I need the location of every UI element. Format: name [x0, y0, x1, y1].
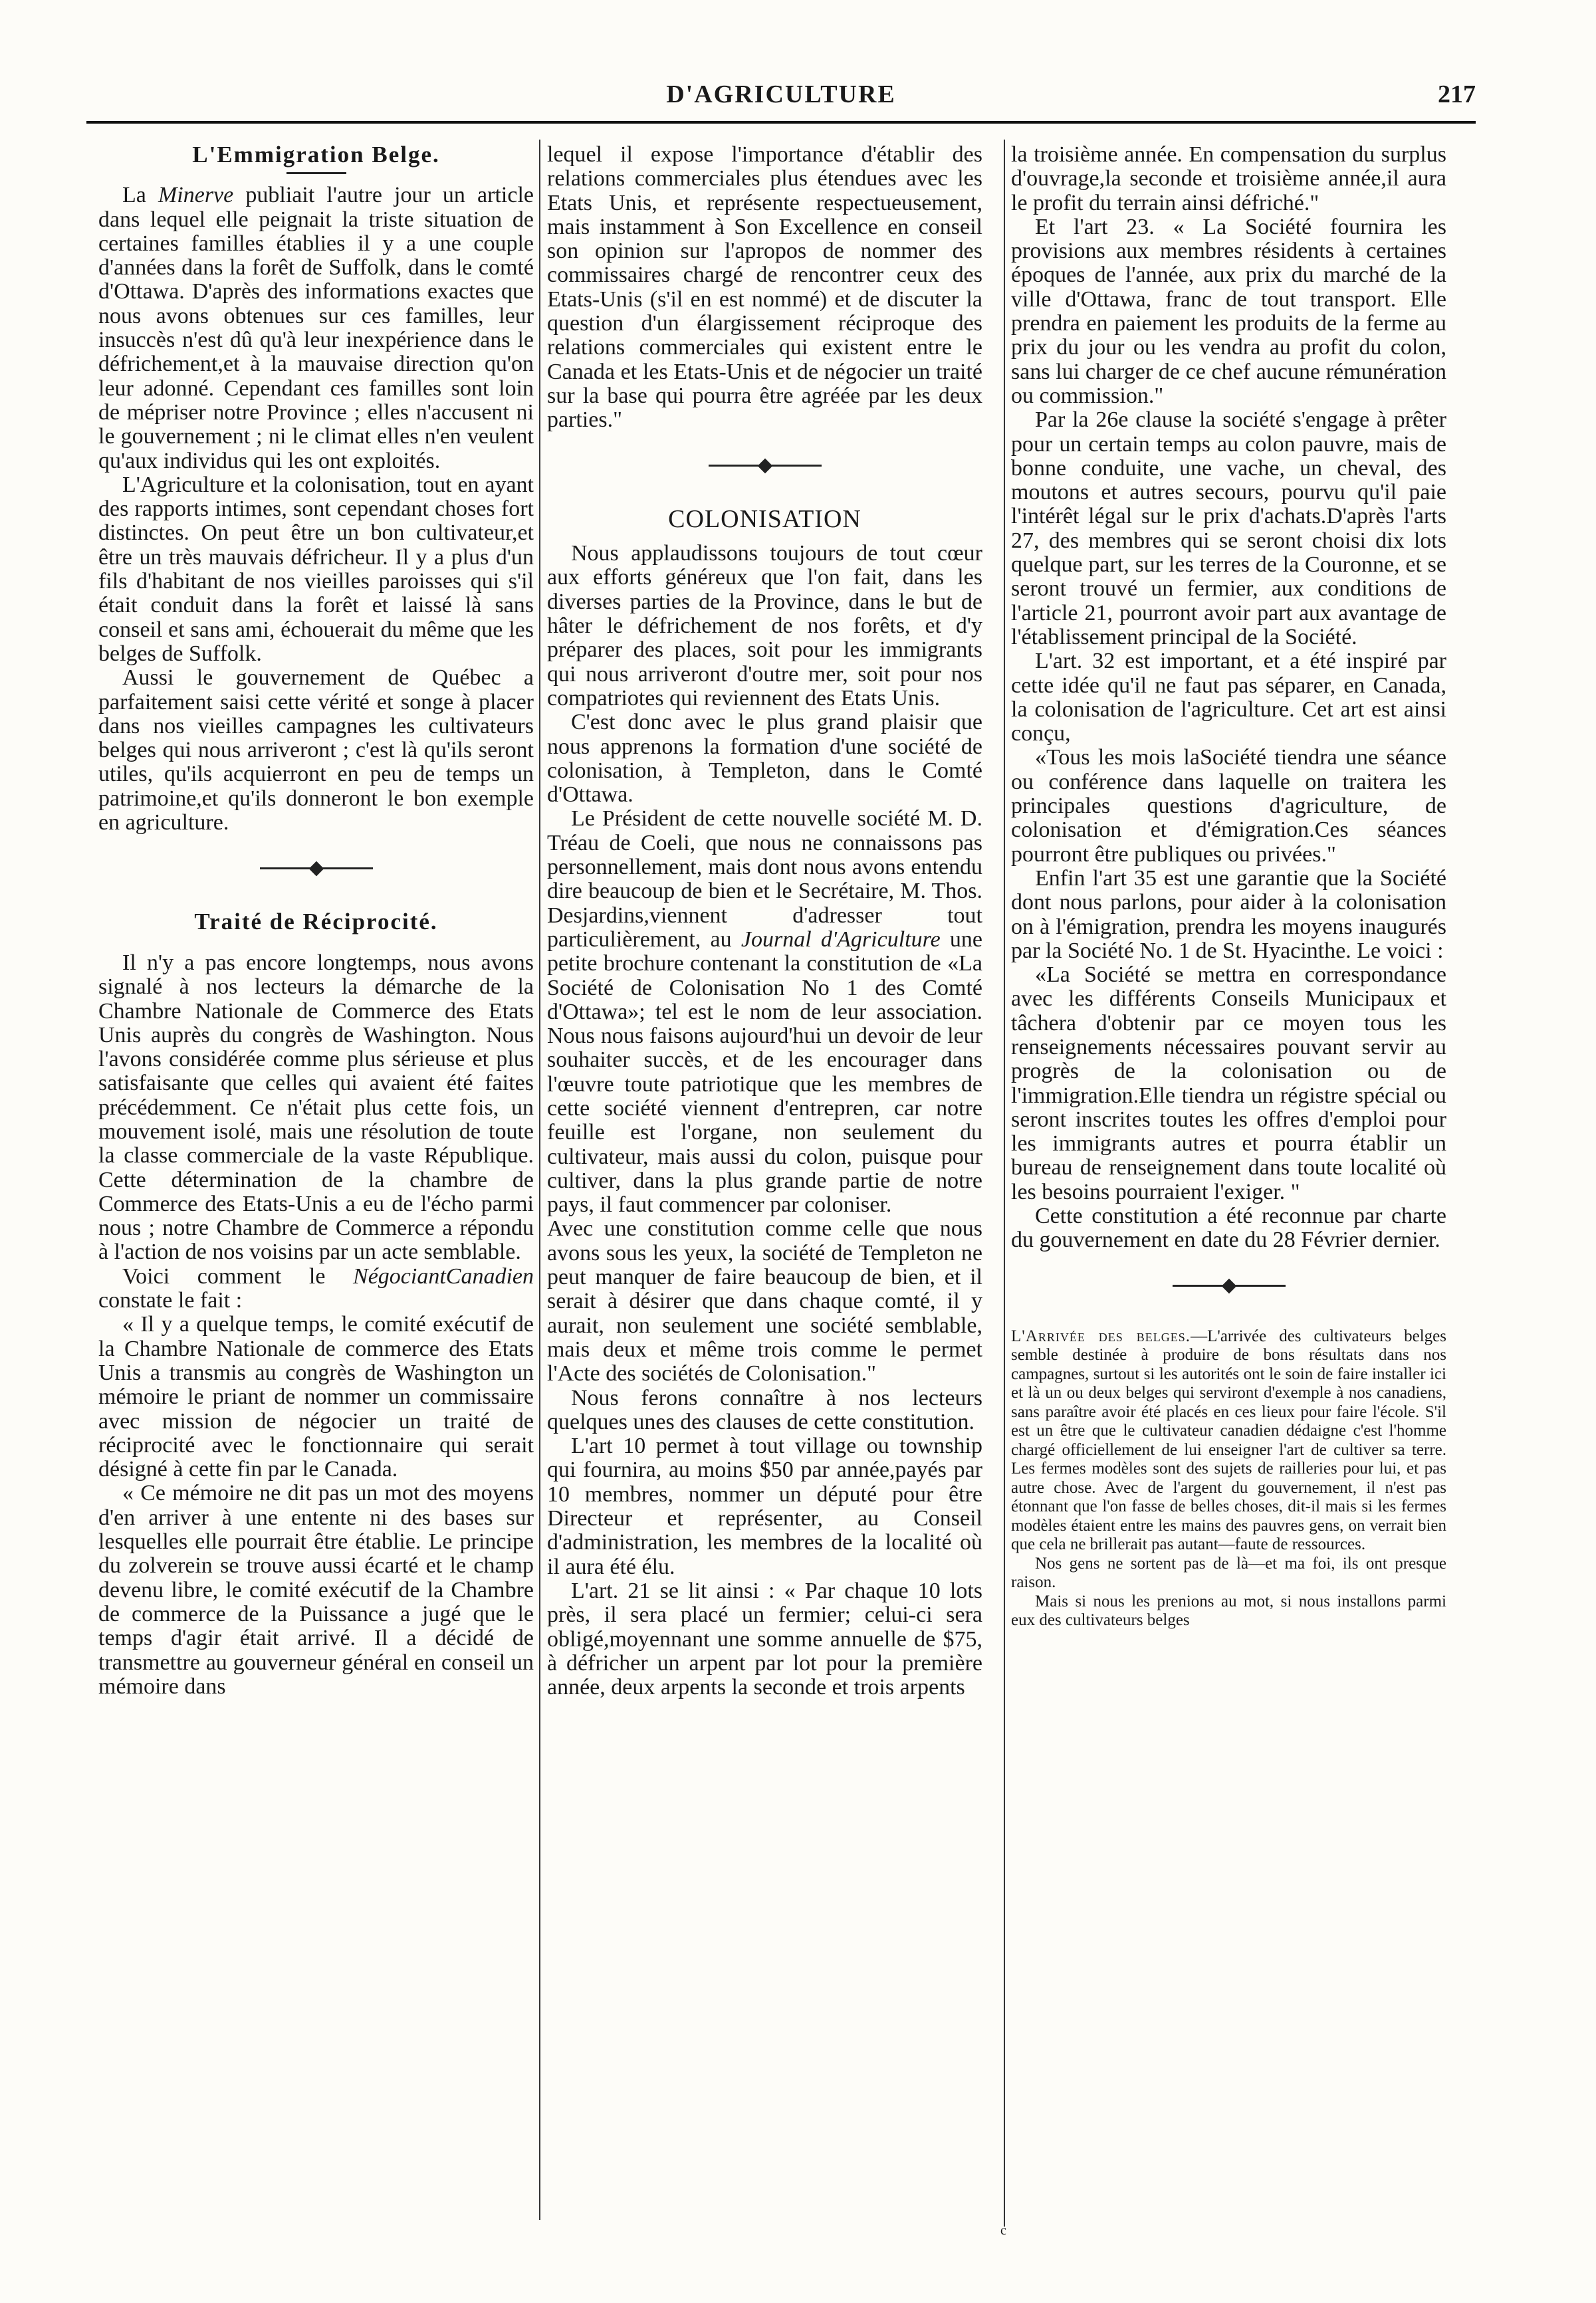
paragraph: L'art. 32 est important, et a été inspiré par cette idée qu'il ne faut pas séparer, en Canada, la colonisation de l'agriculture. Cet art est ainsi conçu, — [1011, 649, 1446, 746]
paragraph: Nous applaudissons toujours de tout cœur aux efforts généreux que l'on fait, dans les diverses parties de la Province, dans le but de hâter le défrichement de nos forêts, et d'y préparer des places, soit pour les immigrants qui nous arriveront d'outre mer, soit pour nos compatriotes qui reviennent des Etats Unis. — [547, 541, 982, 711]
article-title: L'Emmigration Belge. — [192, 142, 440, 167]
running-head: D'AGRICULTURE — [666, 80, 896, 108]
section-ornament — [547, 453, 982, 477]
paragraph: Aussi le gouvernement de Québec a parfaitement saisi cette vérité et songe à placer dans nos vieilles campagnes les cultivateurs belges qui nous arriveront ; c'est là qu'ils seront utiles, qu'ils acquierront en peu de temps un patrimoine,et qu'ils donneront le bon exemple en agriculture. — [98, 665, 534, 835]
article-title: Traité de Réciprocité. — [194, 908, 438, 934]
paragraph: lequel il expose l'importance d'établir des relations commerciales plus étendues avec les Etats Unis, et représente respectueusement, mais instamment à Son Excellence en conseil son opinion sur l'apropos de nommer des commissaires chargé de rencontrer ceux des Etats-Unis (s'il en est nommé) et de discuter la question d'un élargissement réciproque des relations commerciales qui existent entre le Canada et les Etats-Unis et de négocier un traité sur la base qui pourra être agréée par les deux parties." — [547, 142, 982, 433]
note-lead: L'Arrivée des belges. — [1011, 1327, 1191, 1345]
publication-name: NégociantCanadien — [353, 1263, 534, 1289]
paragraph: Mais si nous les prenions au mot, si nous installons parmi eux des cultivateurs belges — [1011, 1592, 1446, 1630]
header-rule — [86, 121, 1476, 124]
column-divider — [1004, 140, 1005, 2227]
paragraph: L'Arrivée des belges.—L'arrivée des cultivateurs belges semble destinée à produire de bons résultats dans nos campagnes, surtout si les autorités ont le soin de faire installer ici et là un ou deux belges qui serviront d'exemple à nos canadiens, sans paraître avoir été placés en ces lieux pour faire l'école. S'il est un être que le cultivateur canadien dédaigne c'est l'homme chargé officiellement de lui enseigner l'art de cultiver sa terre. Les fermes modèles sont des sujets de railleries pour lui, et pas autre chose. Avec de l'argent du gouvernement, il n'est pas étonnant que l'on fasse de belles choses, dit-il mais si les fermes modèles étaient entre les mains des pauvres gens, on verrait bien que cela ne brillerait pas autant—faute de ressources. — [1011, 1327, 1446, 1554]
printer-mark: c — [1000, 2223, 1006, 2238]
news-note — [1011, 1327, 1446, 1630]
paragraph: Et l'art 23. « La Société fournira les provisions aux membres résidents à certaines époques de l'année, aux prix du marché de la ville d'Ottawa, franc de tout transport. Elle prendra en paiement les produits de la ferme au prix du jour ou les vendra au profit du colon, sans lui charger de ce chef aucune rémunération ou commission." — [1011, 214, 1446, 408]
paragraph: «La Société se mettra en correspondance avec les différents Conseils Municipaux et tâchera d'obtenir par ce moyen tous les renseignements nécessaires pouvant servir au progrès de la colonisation ou de l'immigration.Elle tiendra un régistre spécial ou seront inscrites toutes les offres d'emploi pour les immigrants autres et pourra établir un bureau de renseignement dans toute localité où les besoins pourraient l'exiger. " — [1011, 962, 1446, 1204]
section-ornament — [98, 855, 534, 879]
publication-name: Minerve — [158, 183, 234, 208]
column-1 — [98, 143, 534, 1699]
paragraph: Par la 26e clause la société s'engage à prêter pour un certain temps au colon pauvre, mais de bonne conduite, une vache, un cheval, des moutons et autres secours, pourvu qu'il paie l'intérêt légal sur le prix d'achats.D'après l'arts 27, des membres qui se seront choisi dix lots quelque part, sur les terres de la Couronne, et se seront trouvé un fermier, aux conditions de l'article 21, pourront avoir part aux avantage de l'établissement principal de la Société. — [1011, 407, 1446, 649]
paragraph: Nos gens ne sortent pas de là—et ma foi, ils ont presque raison. — [1011, 1554, 1446, 1592]
page-number: 217 — [1438, 80, 1476, 108]
paragraph: Le Président de cette nouvelle société M. D. Tréau de Coeli, que nous ne connaissons pas personnellement, mais dont nous avons entendu dire beaucoup de bien et le Secrétaire, M. Thos. Desjardins,viennent d'adresser tout particulièrement, au Journal d'Agriculture une petite brochure contenant la constitution de «La Société de Colonisation No 1 des Comté d'Ottawa»; tel est le nom de leur association. Nous nous faisons aujourd'hui un devoir de leur souhaiter succès, et de les encourager dans l'œuvre toute patriotique que les membres de cette société viennent d'entrepren, car notre feuille est l'organe, non seulement du cultivateur, mais aussi du colon, puisque pour cultiver, dans la plus grande partie de notre pays, il faut commencer par coloniser. — [547, 806, 982, 1218]
paragraph: « Il y a quelque temps, le comité exécutif de la Chambre Nationale de commerce des Etats Unis a transmis au congrès de Washington un mémoire le priant de nommer un commissaire avec mission de négocier un traité de réciprocité avec le fonctionnaire qui serait désigné à cette fin par le Canada. — [98, 1312, 534, 1482]
paragraph: La Minerve publiait l'autre jour un article dans lequel elle peignait la triste situation de certaines familles établies il y a une couple d'années dans la forêt de Suffolk, dans le comté d'Ottawa. D'après des informations exactes que nous avons obtenues sur ces familles, leur insuccès n'est dû qu'à leur inexpérience dans le défrichement,et à la mauvaise direction qu'on leur adonné. Cependant ces familles sont loin de mépriser notre Province ; elles n'accusent ni le gouvernement ; ni le climat elles n'en veulent qu'aux individus qui les ont exploités. — [98, 183, 534, 473]
paragraph: Nous ferons connaître à nos lecteurs quelques unes des clauses de cette constitution. — [547, 1385, 982, 1434]
paragraph: C'est donc avec le plus grand plaisir que nous apprenons la formation d'une société de colonisation, à Templeton, dans le Comté d'Ottawa. — [547, 710, 982, 808]
paragraph: Voici comment le NégociantCanadien constate le fait : — [98, 1263, 534, 1313]
page-header — [86, 0, 1476, 126]
title-rule — [286, 172, 346, 174]
paragraph: la troisième année. En compensation du surplus d'ouvrage,la seconde et troisième année,il aura le profit du terrain ainsi défriché." — [1011, 142, 1446, 215]
paragraph: « Ce mémoire ne dit pas un mot des moyens d'en arriver à une entente ni des bases sur lesquelles elle pourrait être établie. Le principe du zolverein se trouve aussi écarté et le champ devenu libre, le comité exécutif de la Chambre de commerce de la Puissance a jugé que le temps d'agir était arrivé. Il a décidé de transmettre au gouverneur général en conseil un mémoire dans — [98, 1481, 534, 1699]
column-2 — [547, 143, 982, 1700]
column-divider — [539, 140, 540, 2220]
section-title: COLONISATION — [668, 504, 861, 533]
section-ornament — [1011, 1273, 1446, 1297]
publication-name: Journal d'Agriculture — [741, 927, 941, 952]
column-3 — [1011, 143, 1446, 1630]
paragraph: Il n'y a pas encore longtemps, nous avons signalé à nos lecteurs la démarche de la Chambre Nationale de Commerce des Etats Unis auprès du congrès de Washington. Nous l'avons considérée comme plus sérieuse et plus satisfaisante que celles qui avaient été faites précédemment. Ce n'était plus cette fois, un mouvement isolé, mais une résolution de toute la classe commerciale de la vaste République. Cette détermination de la chambre de Commerce des Etats-Unis a eu de l'écho parmi nous ; notre Chambre de Commerce a répondu à l'action de nos voisins par un acte semblable. — [98, 950, 534, 1265]
paragraph: Enfin l'art 35 est une garantie que la Société dont nous parlons, pour aider à la colonisation on à l'émigration, prendra les moyens inaugurés par la Société No. 1 de St. Hyacinthe. Le voici : — [1011, 865, 1446, 963]
paragraph: L'art 10 permet à tout village ou township qui fournira, au moins $50 par année,payés par 10 membres, nommer un député pour être Directeur et représenter, au Conseil d'administration, les membres de la localité où il aura été élu. — [547, 1434, 982, 1579]
paragraph: «Tous les mois laSociété tiendra une séance ou conférence dans laquelle on traitera les principales questions d'agriculture, de colonisation et d'émigration.Ces séances pourront être publiques ou privées." — [1011, 745, 1446, 867]
paragraph: L'art. 21 se lit ainsi : « Par chaque 10 lots près, il sera placé un fermier; celui-ci sera obligé,moyennant une somme annuelle de $75, à défricher un arpent par lot pour la première année, deux arpents la seconde et trois arpents — [547, 1578, 982, 1700]
paragraph: Avec une constitution comme celle que nous avons sous les yeux, la société de Templeton ne peut manquer de faire beaucoup de bien, et il serait à désirer que dans chaque comté, il y aurait, non seulement une société semblable, mais deux et même trois comme le permet l'Acte des sociétés de Colonisation." — [547, 1216, 982, 1386]
paragraph: L'Agriculture et la colonisation, tout en ayant des rapports intimes, sont cependant choses fort distinctes. On peut être un bon cultivateur,et être un très mauvais défricheur. Il y a plus d'un fils d'habitant de nos vieilles paroisses qui s'il était conduit dans la forêt et laissé là sans conseil et sans ami, échouerait du même que les belges de Suffolk. — [98, 472, 534, 666]
paragraph: Cette constitution a été reconnue par charte du gouvernement en date du 28 Février dernier. — [1011, 1204, 1446, 1253]
